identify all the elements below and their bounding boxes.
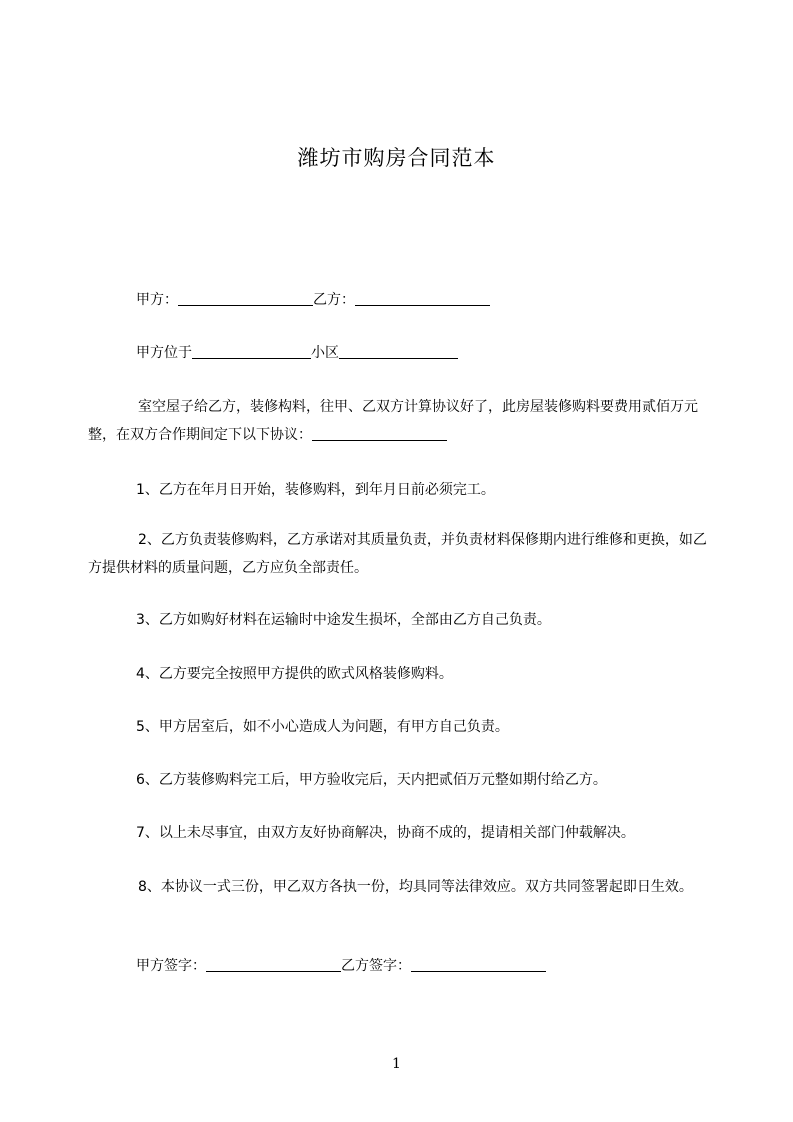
party-b-blank [355,291,490,306]
location-blank-1 [192,344,311,359]
clause-3: 3、乙方如购好材料在运输时中途发生损坏，全部由乙方自己负责。 [136,612,551,628]
location-suffix: 小区 [311,345,339,361]
location-line [136,343,756,363]
intro-blank [312,426,447,441]
clause-5: 5、甲方居室后，如不小心造成人为问题，有甲方自己负责。 [136,719,509,735]
party-b-label: 乙方： [313,292,355,308]
signature-line [136,956,756,976]
parties-line [136,290,756,310]
clause-7: 7、以上未尽事宜，由双方友好协商解决，协商不成的，提请相关部门仲载解决。 [136,825,635,841]
intro-paragraph [88,393,710,449]
location-blank-2 [339,344,458,359]
party-a-blank [178,291,313,306]
clause-6: 6、乙方装修购料完工后，甲方验收完后，天内把贰佰万元整如期付给乙方。 [136,772,607,788]
party-b-signature-blank [411,957,546,972]
party-a-label: 甲方： [136,292,178,308]
page-number: 1 [392,1056,401,1072]
party-b-signature-label: 乙方签字： [341,958,411,974]
intro-text: 室空屋子给乙方，装修构料，往甲、乙双方计算协议好了，此房屋装修购料要费用贰佰万元整，在双方合作期间定下以下协议： [88,399,698,443]
clause-8: 8、本协议一式三份，甲乙双方各执一份，均具同等法律效应。双方共同签署起即日生效。 [138,879,693,895]
location-prefix: 甲方位于 [136,345,192,361]
party-a-signature-blank [206,957,341,972]
document-title: 潍坊市购房合同范本 [297,146,496,170]
clause-2: 2、乙方负责装修购料，乙方承诺对其质量负责，并负责材料保修期内进行维修和更换，如乙方提供材料的质量问题，乙方应负全部责任。 [88,532,707,576]
party-a-signature-label: 甲方签字： [136,958,206,974]
clause-1: 1、乙方在年月日开始，装修购料，到年月日前必须完工。 [136,482,495,498]
clause-4: 4、乙方要完全按照甲方提供的欧式风格装修购料。 [136,666,453,682]
